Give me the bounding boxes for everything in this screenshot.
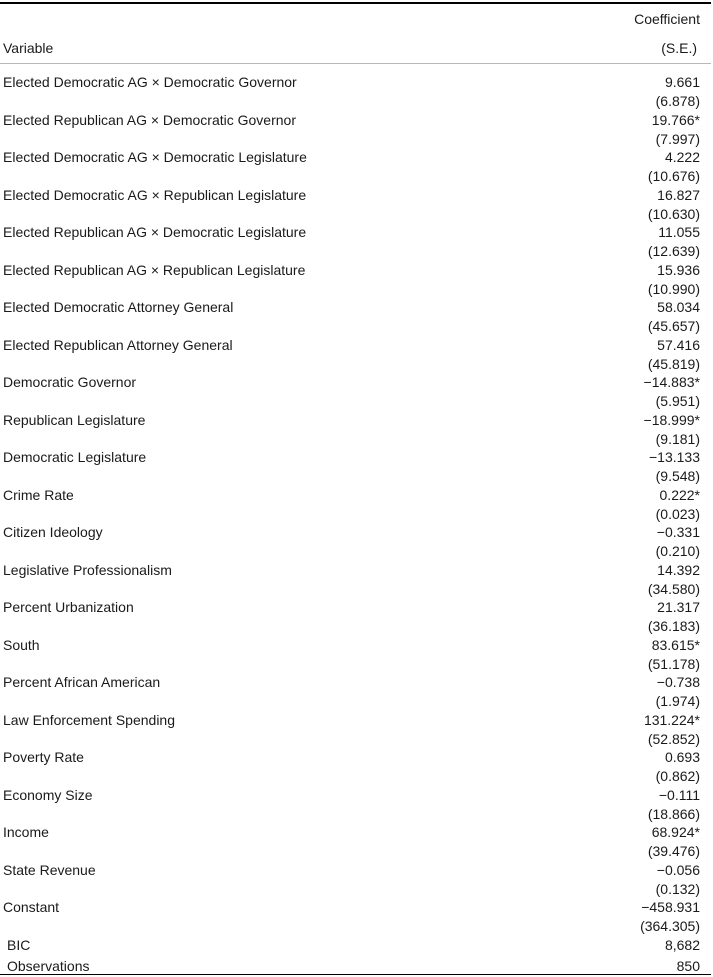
table-row-coefficient: 58.034 bbox=[657, 299, 700, 315]
table-row-standard-error: (0.132) bbox=[655, 881, 700, 897]
table-row-coefficient: −458.931 bbox=[641, 899, 700, 915]
table-row-coefficient: −14.883* bbox=[643, 374, 700, 390]
table-row-coefficient: −0.738 bbox=[656, 674, 700, 690]
table-row-coefficient: 4.222 bbox=[664, 149, 700, 165]
table-row-standard-error: (10.630) bbox=[647, 206, 700, 222]
table-row-standard-error: (12.639) bbox=[647, 243, 700, 259]
table-row-coefficient: 15.936 bbox=[657, 262, 700, 278]
table-row-coefficient: 21.317 bbox=[657, 599, 700, 615]
table-row-standard-error: (36.183) bbox=[647, 618, 700, 634]
table-row-coefficient: −0.331 bbox=[656, 524, 700, 540]
table-row-coefficient: 0.693 bbox=[664, 749, 700, 765]
table-row-variable: Elected Republican AG × Democratic Governor bbox=[3, 112, 296, 128]
table-row-variable: Percent African American bbox=[3, 674, 161, 690]
table-row-variable: Elected Democratic Attorney General bbox=[3, 299, 234, 315]
table-row-variable: Elected Democratic AG × Democratic Governor bbox=[3, 74, 297, 90]
table-row-coefficient: −0.111 bbox=[658, 787, 700, 803]
table-row-variable: Legislative Professionalism bbox=[3, 562, 172, 578]
table-row-standard-error: (45.819) bbox=[647, 356, 700, 372]
table-row-variable: State Revenue bbox=[3, 862, 96, 878]
table-row-variable: South bbox=[3, 637, 40, 653]
table-row-variable: Elected Democratic AG × Republican Legislature bbox=[3, 187, 307, 203]
table-row-coefficient: 11.055 bbox=[658, 224, 700, 240]
table-row-standard-error: (6.878) bbox=[655, 93, 700, 109]
footer-row-label: BIC bbox=[7, 937, 31, 953]
table-row-coefficient: −0.056 bbox=[656, 862, 700, 878]
table-row-standard-error: (0.210) bbox=[655, 543, 700, 559]
table-row-variable: Elected Republican Attorney General bbox=[3, 337, 233, 353]
table-row-standard-error: (1.974) bbox=[655, 693, 700, 709]
table-row-variable: Constant bbox=[3, 899, 60, 915]
table-row-coefficient: 9.661 bbox=[664, 74, 700, 90]
table-row-variable: Law Enforcement Spending bbox=[3, 712, 175, 728]
table-row-coefficient: −13.133 bbox=[649, 449, 700, 465]
table-row-variable: Elected Republican AG × Republican Legislature bbox=[3, 262, 306, 278]
table-row-variable: Crime Rate bbox=[3, 487, 74, 503]
bottom-rule bbox=[0, 974, 711, 975]
table-row-standard-error: (10.990) bbox=[647, 281, 700, 297]
table-row-standard-error: (5.951) bbox=[655, 393, 700, 409]
table-row-coefficient: 16.827 bbox=[657, 187, 700, 203]
table-row-coefficient: 19.766* bbox=[651, 112, 700, 128]
table-row-coefficient: 57.416 bbox=[657, 337, 700, 353]
coefficient-header: Coefficient bbox=[634, 11, 700, 27]
table-row-standard-error: (10.676) bbox=[647, 168, 700, 184]
table-row-standard-error: (9.181) bbox=[655, 431, 700, 447]
table-row-standard-error: (0.862) bbox=[655, 768, 700, 784]
table-row-standard-error: (34.580) bbox=[647, 581, 700, 597]
table-row-standard-error: (52.852) bbox=[647, 731, 700, 747]
table-row-coefficient: 0.222* bbox=[659, 487, 700, 503]
table-row-standard-error: (364.305) bbox=[640, 918, 700, 934]
table-row-coefficient: 83.615* bbox=[651, 637, 700, 653]
table-row-standard-error: (9.548) bbox=[655, 468, 700, 484]
footer-row-label: Observations bbox=[7, 958, 90, 974]
table-row-variable: Democratic Governor bbox=[3, 374, 137, 390]
table-row-variable: Elected Democratic AG × Democratic Legislature bbox=[3, 149, 307, 165]
footer-row-value: 8,682 bbox=[664, 937, 700, 953]
table-row-variable: Poverty Rate bbox=[3, 749, 84, 765]
table-row-coefficient: 68.924* bbox=[651, 824, 700, 840]
table-row-standard-error: (18.866) bbox=[647, 806, 700, 822]
table-row-variable: Republican Legislature bbox=[3, 412, 146, 428]
footer-row-value: 850 bbox=[676, 958, 700, 974]
table-row-standard-error: (51.178) bbox=[647, 656, 700, 672]
table-row-coefficient: 14.392 bbox=[657, 562, 700, 578]
se-header: (S.E.) bbox=[661, 40, 697, 56]
table-row-variable: Economy Size bbox=[3, 787, 93, 803]
variable-header: Variable bbox=[3, 40, 54, 56]
table-row-coefficient: 131.224* bbox=[643, 712, 700, 728]
table-row-variable: Elected Republican AG × Democratic Legislature bbox=[3, 224, 307, 240]
table-row-variable: Citizen Ideology bbox=[3, 524, 103, 540]
table-row-coefficient: −18.999* bbox=[643, 412, 700, 428]
table-row-variable: Percent Urbanization bbox=[3, 599, 134, 615]
table-row-standard-error: (0.023) bbox=[655, 506, 700, 522]
table-row-standard-error: (45.657) bbox=[647, 318, 700, 334]
table-row-variable: Income bbox=[3, 824, 49, 840]
table-row-standard-error: (7.997) bbox=[655, 131, 700, 147]
table-row-standard-error: (39.476) bbox=[647, 843, 700, 859]
table-row-variable: Democratic Legislature bbox=[3, 449, 147, 465]
